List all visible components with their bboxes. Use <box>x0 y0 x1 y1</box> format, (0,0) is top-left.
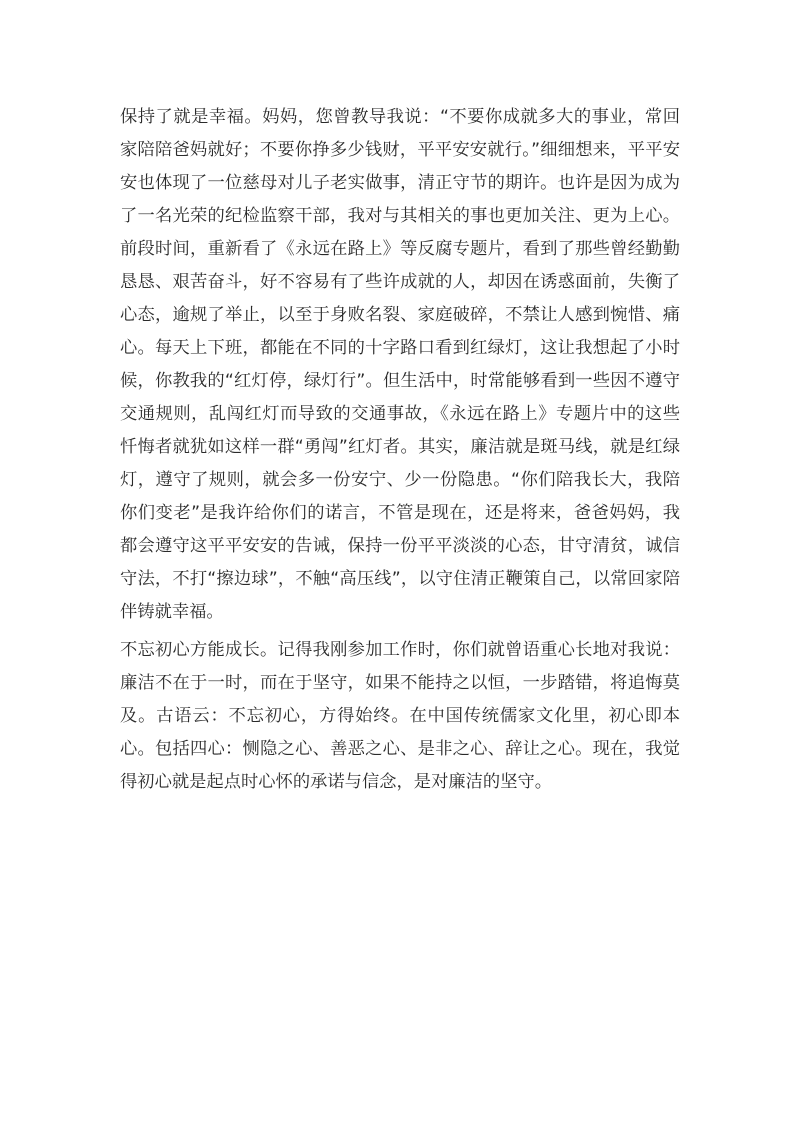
paragraph-original-intention: 不忘初心方能成长。记得我刚参加工作时，你们就曾语重心长地对我说：廉洁不在于一时，而在于坚守，如果不能持之以恒，一步踏错，将追悔莫及。古语云：不忘初心，方得始终。在中国传统儒家文化里，初心即本心。包括四心：恻隐之心、善恶之心、是非之心、辞让之心。现在，我觉得初心就是起点时心怀的承诺与信念，是对廉洁的坚守。 <box>120 640 680 792</box>
body-text <box>120 101 680 799</box>
paragraph-family-safety: 保持了就是幸福。妈妈，您曾教导我说：“不要你成就多大的事业，常回家陪陪爸妈就好；不要你挣多少钱财，平平安安就行。”细细想来，平平安安也体现了一位慈母对儿子老实做事，清正守节的期许。也许是因为成为了一名光荣的纪检监察干部，我对与其相关的事也更加关注、更为上心。前段时间，重新看了《永远在路上》等反腐专题片，看到了那些曾经勤勤恳恳、艰苦奋斗，好不容易有了些许成就的人，却因在诱惑面前，失衡了心态，逾规了举止，以至于身败名裂、家庭破碎，不禁让人感到惋惜、痛心。每天上下班，都能在不同的十字路口看到红绿灯，这让我想起了小时候，你教我的“红灯停，绿灯行”。但生活中，时常能够看到一些因不遵守交通规则，乱闯红灯而导致的交通事故，《永远在路上》专题片中的这些忏悔者就犹如这样一群“勇闯”红灯者。其实，廉洁就是斑马线，就是红绿灯，遵守了规则，就会多一份安宁、少一份隐患。“你们陪我长大，我陪你们变老”是我许给你们的诺言，不管是现在，还是将来，爸爸妈妈，我都会遵守这平平安安的告诫，保持一份平平淡淡的心态，甘守清贫，诚信守法，不打“擦边球”，不触“高压线”，以守住清正鞭策自己，以常回家陪伴铸就幸福。 <box>120 107 680 622</box>
